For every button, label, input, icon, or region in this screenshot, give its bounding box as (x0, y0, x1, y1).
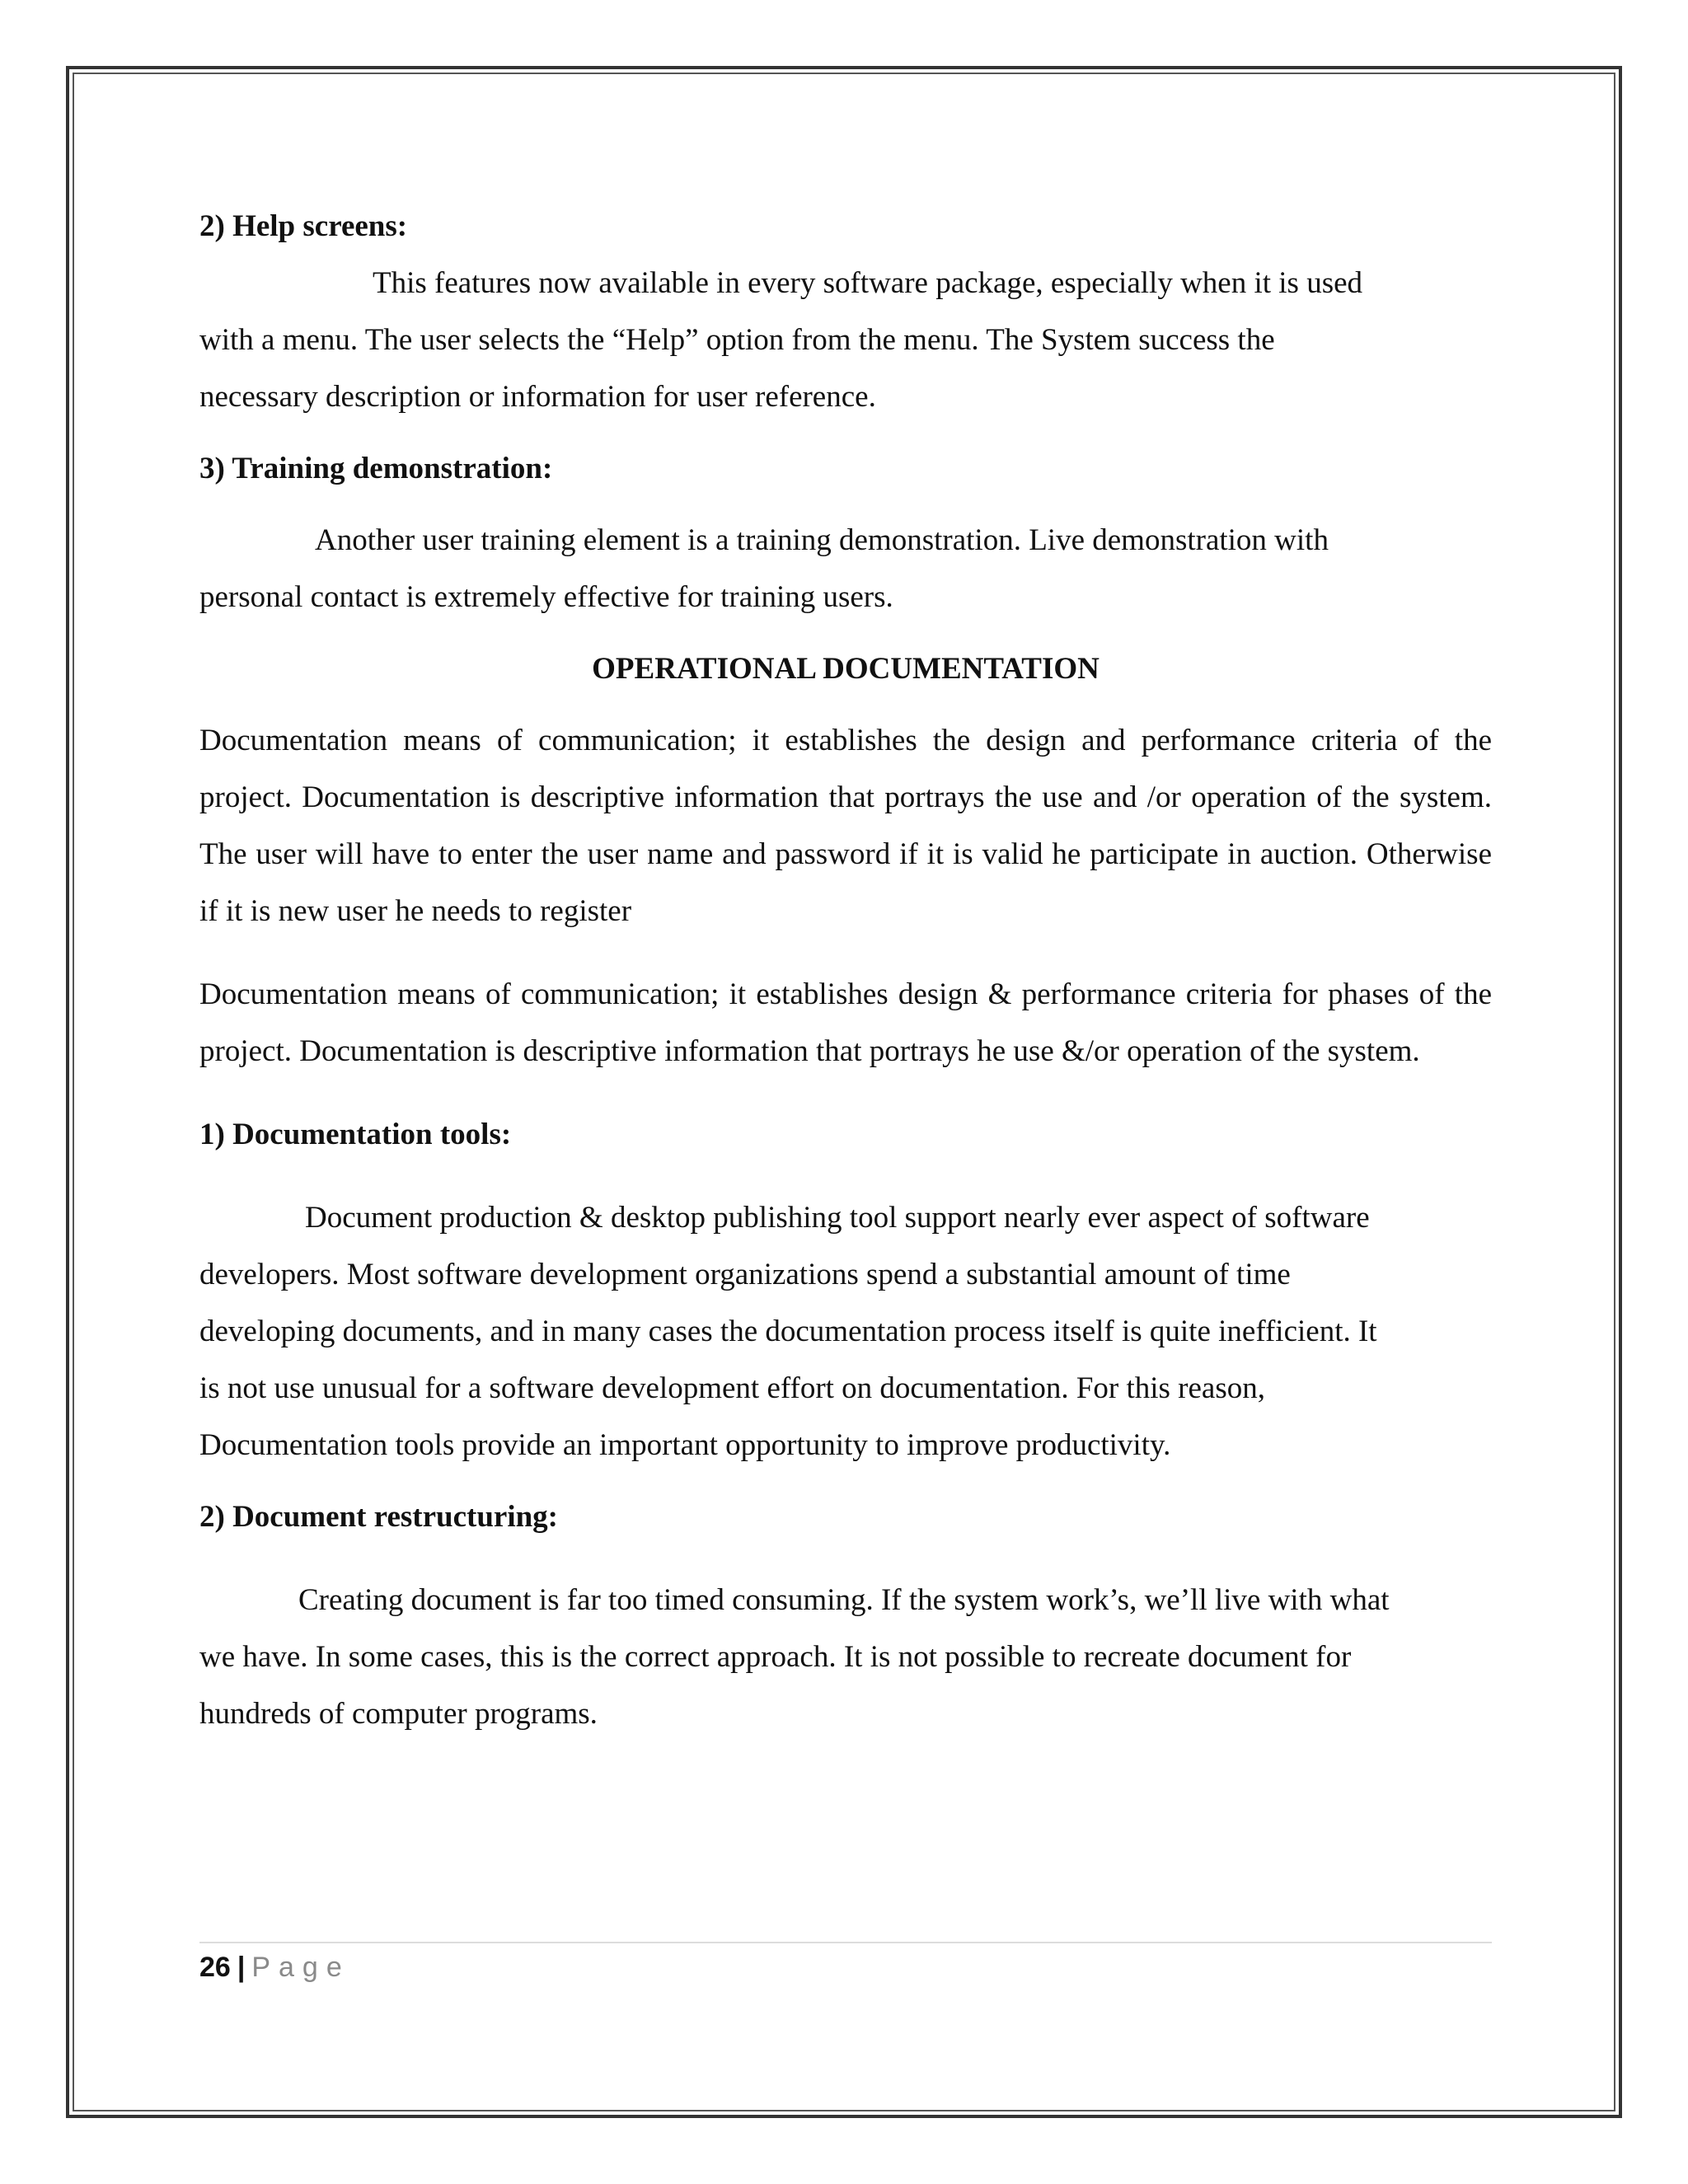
documentation-tools-line-1: Document production & desktop publishing tool support nearly ever aspect of software (305, 1201, 1370, 1235)
documentation-tools-line-3: developing documents, and in many cases the documentation process itself is quite inefficient. It (199, 1315, 1377, 1348)
page-footer (199, 1947, 350, 1988)
document-restructuring-heading: 2) Document restructuring: (199, 1500, 559, 1534)
footer-divider (199, 1942, 1492, 1943)
help-screens-line-2: with a menu. The user selects the “Help” option from the menu. The System success the (199, 323, 1275, 357)
training-demo-line-2: personal contact is extremely effective for training users. (199, 580, 893, 614)
training-demo-heading: 3) Training demonstration: (199, 452, 553, 485)
page-label: Page (251, 1952, 350, 1983)
documentation-tools-heading: 1) Documentation tools: (199, 1118, 512, 1151)
page-number: 26 (199, 1952, 231, 1983)
document-restructuring-line-2: we have. In some cases, this is the correct approach. It is not possible to recreate document for (199, 1640, 1352, 1674)
help-screens-heading: 2) Help screens: (199, 209, 408, 243)
footer-separator: | (237, 1952, 246, 1983)
document-restructuring-line-1: Creating document is far too timed consuming. If the system work’s, we’ll live with what (298, 1583, 1390, 1617)
operational-documentation-title: OPERATIONAL DOCUMENTATION (592, 652, 1100, 686)
training-demo-line-1: Another user training element is a training demonstration. Live demonstration with (315, 523, 1329, 557)
documentation-tools-line-2: developers. Most software development organizations spend a substantial amount of time (199, 1258, 1291, 1291)
document-restructuring-line-3: hundreds of computer programs. (199, 1697, 598, 1731)
page-content (199, 198, 1492, 1742)
help-screens-line-1: This features now available in every software package, especially when it is used (373, 266, 1363, 300)
operational-paragraph-2: Documentation means of communication; it establishes design & performance criteria for phases of the project. Documentation is descriptive information that portrays he use &/or operation of the system. (199, 977, 1492, 1068)
help-screens-line-3: necessary description or information for user reference. (199, 380, 876, 414)
documentation-tools-line-5: Documentation tools provide an important opportunity to improve productivity. (199, 1428, 1171, 1462)
operational-paragraph-1: Documentation means of communication; it establishes the design and performance criteria of the project. Documentation is descriptive information that portrays the use and /or operation of the system. The user will have to enter the user name and password if it is valid he participate in auction. Otherwise if it is new user he needs to register (199, 724, 1492, 928)
documentation-tools-line-4: is not use unusual for a software development effort on documentation. For this reason, (199, 1371, 1265, 1405)
